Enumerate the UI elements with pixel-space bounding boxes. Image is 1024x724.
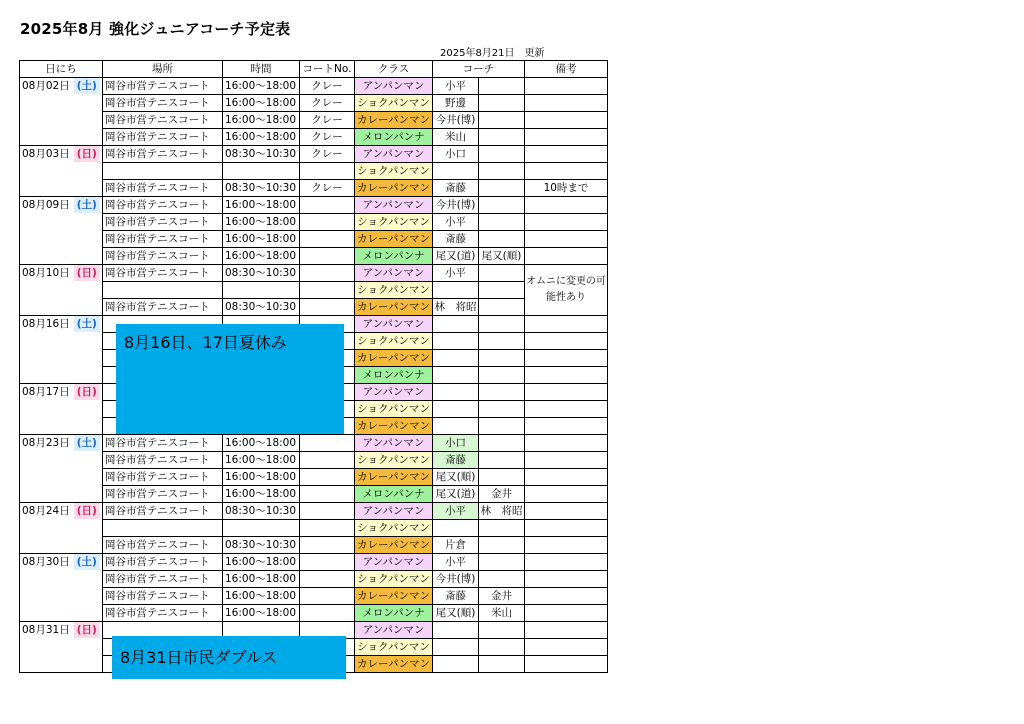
- court-cell: [300, 452, 355, 469]
- class-cell: カレーパンマン: [355, 469, 433, 486]
- coach2-cell: [479, 639, 525, 656]
- remarks-cell: [525, 78, 608, 95]
- court-cell: クレー: [300, 129, 355, 146]
- header-time: 時間: [223, 61, 300, 78]
- weekday-badge: (土): [74, 78, 100, 94]
- venue-cell: 岡谷市営テニスコート: [103, 554, 223, 571]
- coach-cell: 小平: [433, 554, 479, 571]
- class-cell: カレーパンマン: [355, 180, 433, 197]
- table-row: [20, 78, 608, 95]
- class-cell: カレーパンマン: [355, 112, 433, 129]
- remarks-cell: [525, 588, 608, 605]
- table-row: [20, 95, 608, 112]
- remarks-cell: [525, 129, 608, 146]
- court-cell: [300, 282, 355, 299]
- court-cell: [300, 248, 355, 265]
- coach-cell: 片倉: [433, 537, 479, 554]
- coach2-cell: [479, 78, 525, 95]
- venue-cell: [103, 282, 223, 299]
- venue-cell: 岡谷市営テニスコート: [103, 78, 223, 95]
- date-text: 08月16日: [22, 318, 70, 330]
- court-cell: [300, 503, 355, 520]
- coach-cell: 林 将昭: [433, 299, 479, 316]
- updated-date: 2025年8月21日 更新: [440, 48, 545, 59]
- court-cell: [300, 554, 355, 571]
- coach2-cell: [479, 435, 525, 452]
- venue-cell: 岡谷市営テニスコート: [103, 588, 223, 605]
- class-cell: カレーパンマン: [355, 418, 433, 435]
- coach-cell: [433, 316, 479, 333]
- summer-break-banner: 8月16日、17日夏休み: [116, 324, 344, 434]
- date-cell: [20, 503, 103, 554]
- venue-cell: 岡谷市営テニスコート: [103, 537, 223, 554]
- coach-cell: [433, 418, 479, 435]
- venue-cell: 岡谷市営テニスコート: [103, 265, 223, 282]
- coach2-cell: [479, 265, 525, 282]
- coach2-cell: [479, 622, 525, 639]
- remarks-cell: [525, 469, 608, 486]
- table-row: [20, 486, 608, 503]
- coach-cell: 小口: [433, 146, 479, 163]
- coach2-cell: [479, 129, 525, 146]
- venue-cell: 岡谷市営テニスコート: [103, 469, 223, 486]
- table-row: [20, 299, 608, 316]
- remarks-cell: [525, 95, 608, 112]
- coach-cell: [433, 656, 479, 673]
- coach-cell: 尾又(順): [433, 469, 479, 486]
- court-cell: [300, 605, 355, 622]
- date-text: 08月24日: [22, 505, 70, 517]
- header-venue: 場所: [103, 61, 223, 78]
- table-row: [20, 452, 608, 469]
- coach-cell: 斎藤: [433, 452, 479, 469]
- date-text: 08月03日: [22, 148, 70, 160]
- coach-cell: [433, 520, 479, 537]
- coach-cell: [433, 163, 479, 180]
- court-cell: [300, 469, 355, 486]
- time-cell: 16:00～18:00: [223, 129, 300, 146]
- weekday-badge: (日): [74, 622, 100, 638]
- venue-cell: 岡谷市営テニスコート: [103, 146, 223, 163]
- time-cell: 16:00～18:00: [223, 197, 300, 214]
- header-class: クラス: [355, 61, 433, 78]
- venue-cell: 岡谷市営テニスコート: [103, 180, 223, 197]
- coach2-cell: [479, 418, 525, 435]
- venue-cell: 岡谷市営テニスコート: [103, 486, 223, 503]
- class-cell: カレーパンマン: [355, 656, 433, 673]
- time-cell: 16:00～18:00: [223, 588, 300, 605]
- court-cell: クレー: [300, 112, 355, 129]
- coach-cell: 今井(博): [433, 112, 479, 129]
- table-row: [20, 163, 608, 180]
- class-cell: アンパンマン: [355, 554, 433, 571]
- venue-cell: 岡谷市営テニスコート: [103, 571, 223, 588]
- table-row: [20, 265, 608, 282]
- class-cell: アンパンマン: [355, 384, 433, 401]
- time-cell: [223, 163, 300, 180]
- remarks-cell: オムニに変更の可能性あり: [525, 265, 608, 316]
- date-cell: [20, 384, 103, 435]
- coach2-cell: [479, 452, 525, 469]
- coach-cell: 斎藤: [433, 231, 479, 248]
- coach-cell: 斎藤: [433, 180, 479, 197]
- court-cell: [300, 299, 355, 316]
- venue-cell: 岡谷市営テニスコート: [103, 503, 223, 520]
- remarks-cell: [525, 333, 608, 350]
- coach2-cell: [479, 384, 525, 401]
- table-row: [20, 605, 608, 622]
- time-cell: 16:00～18:00: [223, 231, 300, 248]
- remarks-cell: [525, 656, 608, 673]
- coach-cell: 今井(博): [433, 571, 479, 588]
- venue-cell: 岡谷市営テニスコート: [103, 95, 223, 112]
- coach2-cell: 金井: [479, 486, 525, 503]
- date-text: 08月09日: [22, 199, 70, 211]
- remarks-cell: 10時まで: [525, 180, 608, 197]
- court-cell: クレー: [300, 78, 355, 95]
- table-row: [20, 520, 608, 537]
- time-cell: 08:30～10:30: [223, 299, 300, 316]
- date-cell: [20, 78, 103, 146]
- class-cell: ショクパンマン: [355, 282, 433, 299]
- class-cell: ショクパンマン: [355, 452, 433, 469]
- remarks-cell: [525, 520, 608, 537]
- venue-cell: 岡谷市営テニスコート: [103, 248, 223, 265]
- remarks-cell: [525, 503, 608, 520]
- remarks-cell: [525, 316, 608, 333]
- coach2-cell: [479, 401, 525, 418]
- class-cell: カレーパンマン: [355, 588, 433, 605]
- weekday-badge: (土): [74, 554, 100, 570]
- remarks-cell: [525, 214, 608, 231]
- table-row: [20, 503, 608, 520]
- time-cell: 16:00～18:00: [223, 112, 300, 129]
- court-cell: [300, 214, 355, 231]
- coach2-cell: [479, 656, 525, 673]
- table-row: [20, 554, 608, 571]
- class-cell: メロンパンナ: [355, 248, 433, 265]
- class-cell: アンパンマン: [355, 197, 433, 214]
- venue-cell: [103, 520, 223, 537]
- remarks-cell: [525, 112, 608, 129]
- time-cell: 16:00～18:00: [223, 214, 300, 231]
- date-cell: [20, 197, 103, 265]
- time-cell: 16:00～18:00: [223, 605, 300, 622]
- coach-cell: [433, 401, 479, 418]
- remarks-cell: [525, 418, 608, 435]
- date-cell: [20, 435, 103, 503]
- class-cell: アンパンマン: [355, 78, 433, 95]
- coach-cell: [433, 367, 479, 384]
- court-cell: クレー: [300, 180, 355, 197]
- coach2-cell: 林 将昭: [479, 503, 525, 520]
- coach2-cell: [479, 299, 525, 316]
- remarks-cell: [525, 163, 608, 180]
- coach2-cell: [479, 350, 525, 367]
- remarks-cell: [525, 639, 608, 656]
- venue-cell: 岡谷市営テニスコート: [103, 231, 223, 248]
- date-text: 08月17日: [22, 386, 70, 398]
- coach2-cell: [479, 469, 525, 486]
- class-cell: メロンパンナ: [355, 605, 433, 622]
- city-doubles-banner: 8月31日市民ダブルス: [112, 636, 346, 679]
- time-cell: 16:00～18:00: [223, 95, 300, 112]
- header-row: [20, 61, 608, 78]
- remarks-cell: [525, 452, 608, 469]
- class-cell: カレーパンマン: [355, 231, 433, 248]
- class-cell: ショクパンマン: [355, 639, 433, 656]
- class-cell: カレーパンマン: [355, 350, 433, 367]
- coach-cell: 小平: [433, 78, 479, 95]
- time-cell: 08:30～10:30: [223, 180, 300, 197]
- table-row: [20, 180, 608, 197]
- coach2-cell: [479, 316, 525, 333]
- header-coach: コーチ: [433, 61, 525, 78]
- time-cell: 16:00～18:00: [223, 452, 300, 469]
- coach2-cell: [479, 571, 525, 588]
- date-text: 08月31日: [22, 624, 70, 636]
- time-cell: [223, 520, 300, 537]
- table-row: [20, 282, 608, 299]
- time-cell: 16:00～18:00: [223, 78, 300, 95]
- class-cell: ショクパンマン: [355, 95, 433, 112]
- remarks-cell: [525, 537, 608, 554]
- weekday-badge: (土): [74, 435, 100, 451]
- court-cell: クレー: [300, 146, 355, 163]
- coach-cell: [433, 333, 479, 350]
- coach-cell: [433, 350, 479, 367]
- court-cell: [300, 231, 355, 248]
- coach-cell: 小平: [433, 265, 479, 282]
- time-cell: 16:00～18:00: [223, 571, 300, 588]
- coach-cell: 野邊: [433, 95, 479, 112]
- weekday-badge: (日): [74, 384, 100, 400]
- venue-cell: 岡谷市営テニスコート: [103, 435, 223, 452]
- weekday-badge: (日): [74, 503, 100, 519]
- venue-cell: 岡谷市営テニスコート: [103, 214, 223, 231]
- remarks-cell: [525, 486, 608, 503]
- coach-cell: 小平: [433, 503, 479, 520]
- remarks-cell: [525, 605, 608, 622]
- coach2-cell: 金井: [479, 588, 525, 605]
- court-cell: [300, 520, 355, 537]
- time-cell: 16:00～18:00: [223, 469, 300, 486]
- coach-cell: 米山: [433, 129, 479, 146]
- coach-cell: [433, 384, 479, 401]
- table-row: [20, 231, 608, 248]
- table-row: [20, 214, 608, 231]
- court-cell: [300, 588, 355, 605]
- venue-cell: 岡谷市営テニスコート: [103, 112, 223, 129]
- coach2-cell: [479, 231, 525, 248]
- date-text: 08月10日: [22, 267, 70, 279]
- table-row: [20, 588, 608, 605]
- remarks-cell: [525, 571, 608, 588]
- court-cell: [300, 486, 355, 503]
- remarks-cell: [525, 231, 608, 248]
- class-cell: アンパンマン: [355, 622, 433, 639]
- venue-cell: 岡谷市営テニスコート: [103, 197, 223, 214]
- time-cell: 08:30～10:30: [223, 503, 300, 520]
- date-cell: [20, 265, 103, 316]
- class-cell: アンパンマン: [355, 503, 433, 520]
- venue-cell: 岡谷市営テニスコート: [103, 299, 223, 316]
- class-cell: ショクパンマン: [355, 333, 433, 350]
- date-cell: [20, 554, 103, 622]
- table-row: [20, 248, 608, 265]
- remarks-cell: [525, 435, 608, 452]
- court-cell: [300, 435, 355, 452]
- class-cell: カレーパンマン: [355, 299, 433, 316]
- page-title: 2025年8月 強化ジュニアコーチ予定表: [20, 20, 291, 38]
- time-cell: 08:30～10:30: [223, 537, 300, 554]
- weekday-badge: (土): [74, 316, 100, 332]
- remarks-cell: [525, 554, 608, 571]
- class-cell: アンパンマン: [355, 435, 433, 452]
- venue-cell: 岡谷市営テニスコート: [103, 129, 223, 146]
- table-row: [20, 146, 608, 163]
- date-cell: [20, 622, 103, 673]
- remarks-cell: [525, 367, 608, 384]
- court-cell: [300, 265, 355, 282]
- coach-cell: 小平: [433, 214, 479, 231]
- coach-cell: 小口: [433, 435, 479, 452]
- date-text: 08月30日: [22, 556, 70, 568]
- table-row: [20, 129, 608, 146]
- remarks-cell: [525, 384, 608, 401]
- venue-cell: 岡谷市営テニスコート: [103, 605, 223, 622]
- class-cell: メロンパンナ: [355, 129, 433, 146]
- class-cell: ショクパンマン: [355, 214, 433, 231]
- court-cell: [300, 197, 355, 214]
- class-cell: ショクパンマン: [355, 520, 433, 537]
- coach2-cell: [479, 214, 525, 231]
- table-row: [20, 197, 608, 214]
- table-row: [20, 469, 608, 486]
- table-row: [20, 571, 608, 588]
- class-cell: アンパンマン: [355, 316, 433, 333]
- coach2-cell: [479, 146, 525, 163]
- coach-cell: 斎藤: [433, 588, 479, 605]
- coach2-cell: [479, 333, 525, 350]
- remarks-cell: [525, 622, 608, 639]
- time-cell: 16:00～18:00: [223, 486, 300, 503]
- class-cell: ショクパンマン: [355, 163, 433, 180]
- weekday-badge: (土): [74, 197, 100, 213]
- coach-cell: 尾又(順): [433, 605, 479, 622]
- date-cell: [20, 146, 103, 197]
- coach2-cell: [479, 112, 525, 129]
- coach2-cell: [479, 554, 525, 571]
- coach2-cell: [479, 537, 525, 554]
- coach2-cell: [479, 520, 525, 537]
- weekday-badge: (日): [74, 146, 100, 162]
- coach-cell: 尾又(道): [433, 248, 479, 265]
- remarks-cell: [525, 146, 608, 163]
- header-remarks: 備考: [525, 61, 608, 78]
- remarks-cell: [525, 248, 608, 265]
- time-cell: 16:00～18:00: [223, 554, 300, 571]
- remarks-cell: [525, 350, 608, 367]
- coach-cell: [433, 622, 479, 639]
- time-cell: [223, 282, 300, 299]
- venue-cell: 岡谷市営テニスコート: [103, 452, 223, 469]
- coach2-cell: [479, 95, 525, 112]
- remarks-cell: [525, 401, 608, 418]
- table-row: [20, 435, 608, 452]
- weekday-badge: (日): [74, 265, 100, 281]
- coach2-cell: [479, 163, 525, 180]
- court-cell: [300, 537, 355, 554]
- remarks-cell: [525, 197, 608, 214]
- class-cell: メロンパンナ: [355, 367, 433, 384]
- court-cell: [300, 571, 355, 588]
- time-cell: 08:30～10:30: [223, 146, 300, 163]
- coach2-cell: [479, 367, 525, 384]
- time-cell: 08:30～10:30: [223, 265, 300, 282]
- coach2-cell: 米山: [479, 605, 525, 622]
- time-cell: 16:00～18:00: [223, 435, 300, 452]
- header-court: コートNo.: [300, 61, 355, 78]
- coach2-cell: [479, 180, 525, 197]
- table-row: [20, 112, 608, 129]
- coach-cell: [433, 639, 479, 656]
- date-text: 08月23日: [22, 437, 70, 449]
- date-text: 08月02日: [22, 80, 70, 92]
- class-cell: カレーパンマン: [355, 537, 433, 554]
- table-row: [20, 537, 608, 554]
- coach-cell: 尾又(道): [433, 486, 479, 503]
- coach2-cell: [479, 282, 525, 299]
- header-date: 日にち: [20, 61, 103, 78]
- coach-cell: 今井(博): [433, 197, 479, 214]
- time-cell: 16:00～18:00: [223, 248, 300, 265]
- venue-cell: [103, 163, 223, 180]
- court-cell: クレー: [300, 95, 355, 112]
- class-cell: メロンパンナ: [355, 486, 433, 503]
- date-cell: [20, 316, 103, 384]
- class-cell: ショクパンマン: [355, 401, 433, 418]
- class-cell: アンパンマン: [355, 265, 433, 282]
- court-cell: [300, 163, 355, 180]
- coach-cell: [433, 282, 479, 299]
- class-cell: ショクパンマン: [355, 571, 433, 588]
- coach2-cell: [479, 197, 525, 214]
- class-cell: アンパンマン: [355, 146, 433, 163]
- coach2-cell: 尾又(順): [479, 248, 525, 265]
